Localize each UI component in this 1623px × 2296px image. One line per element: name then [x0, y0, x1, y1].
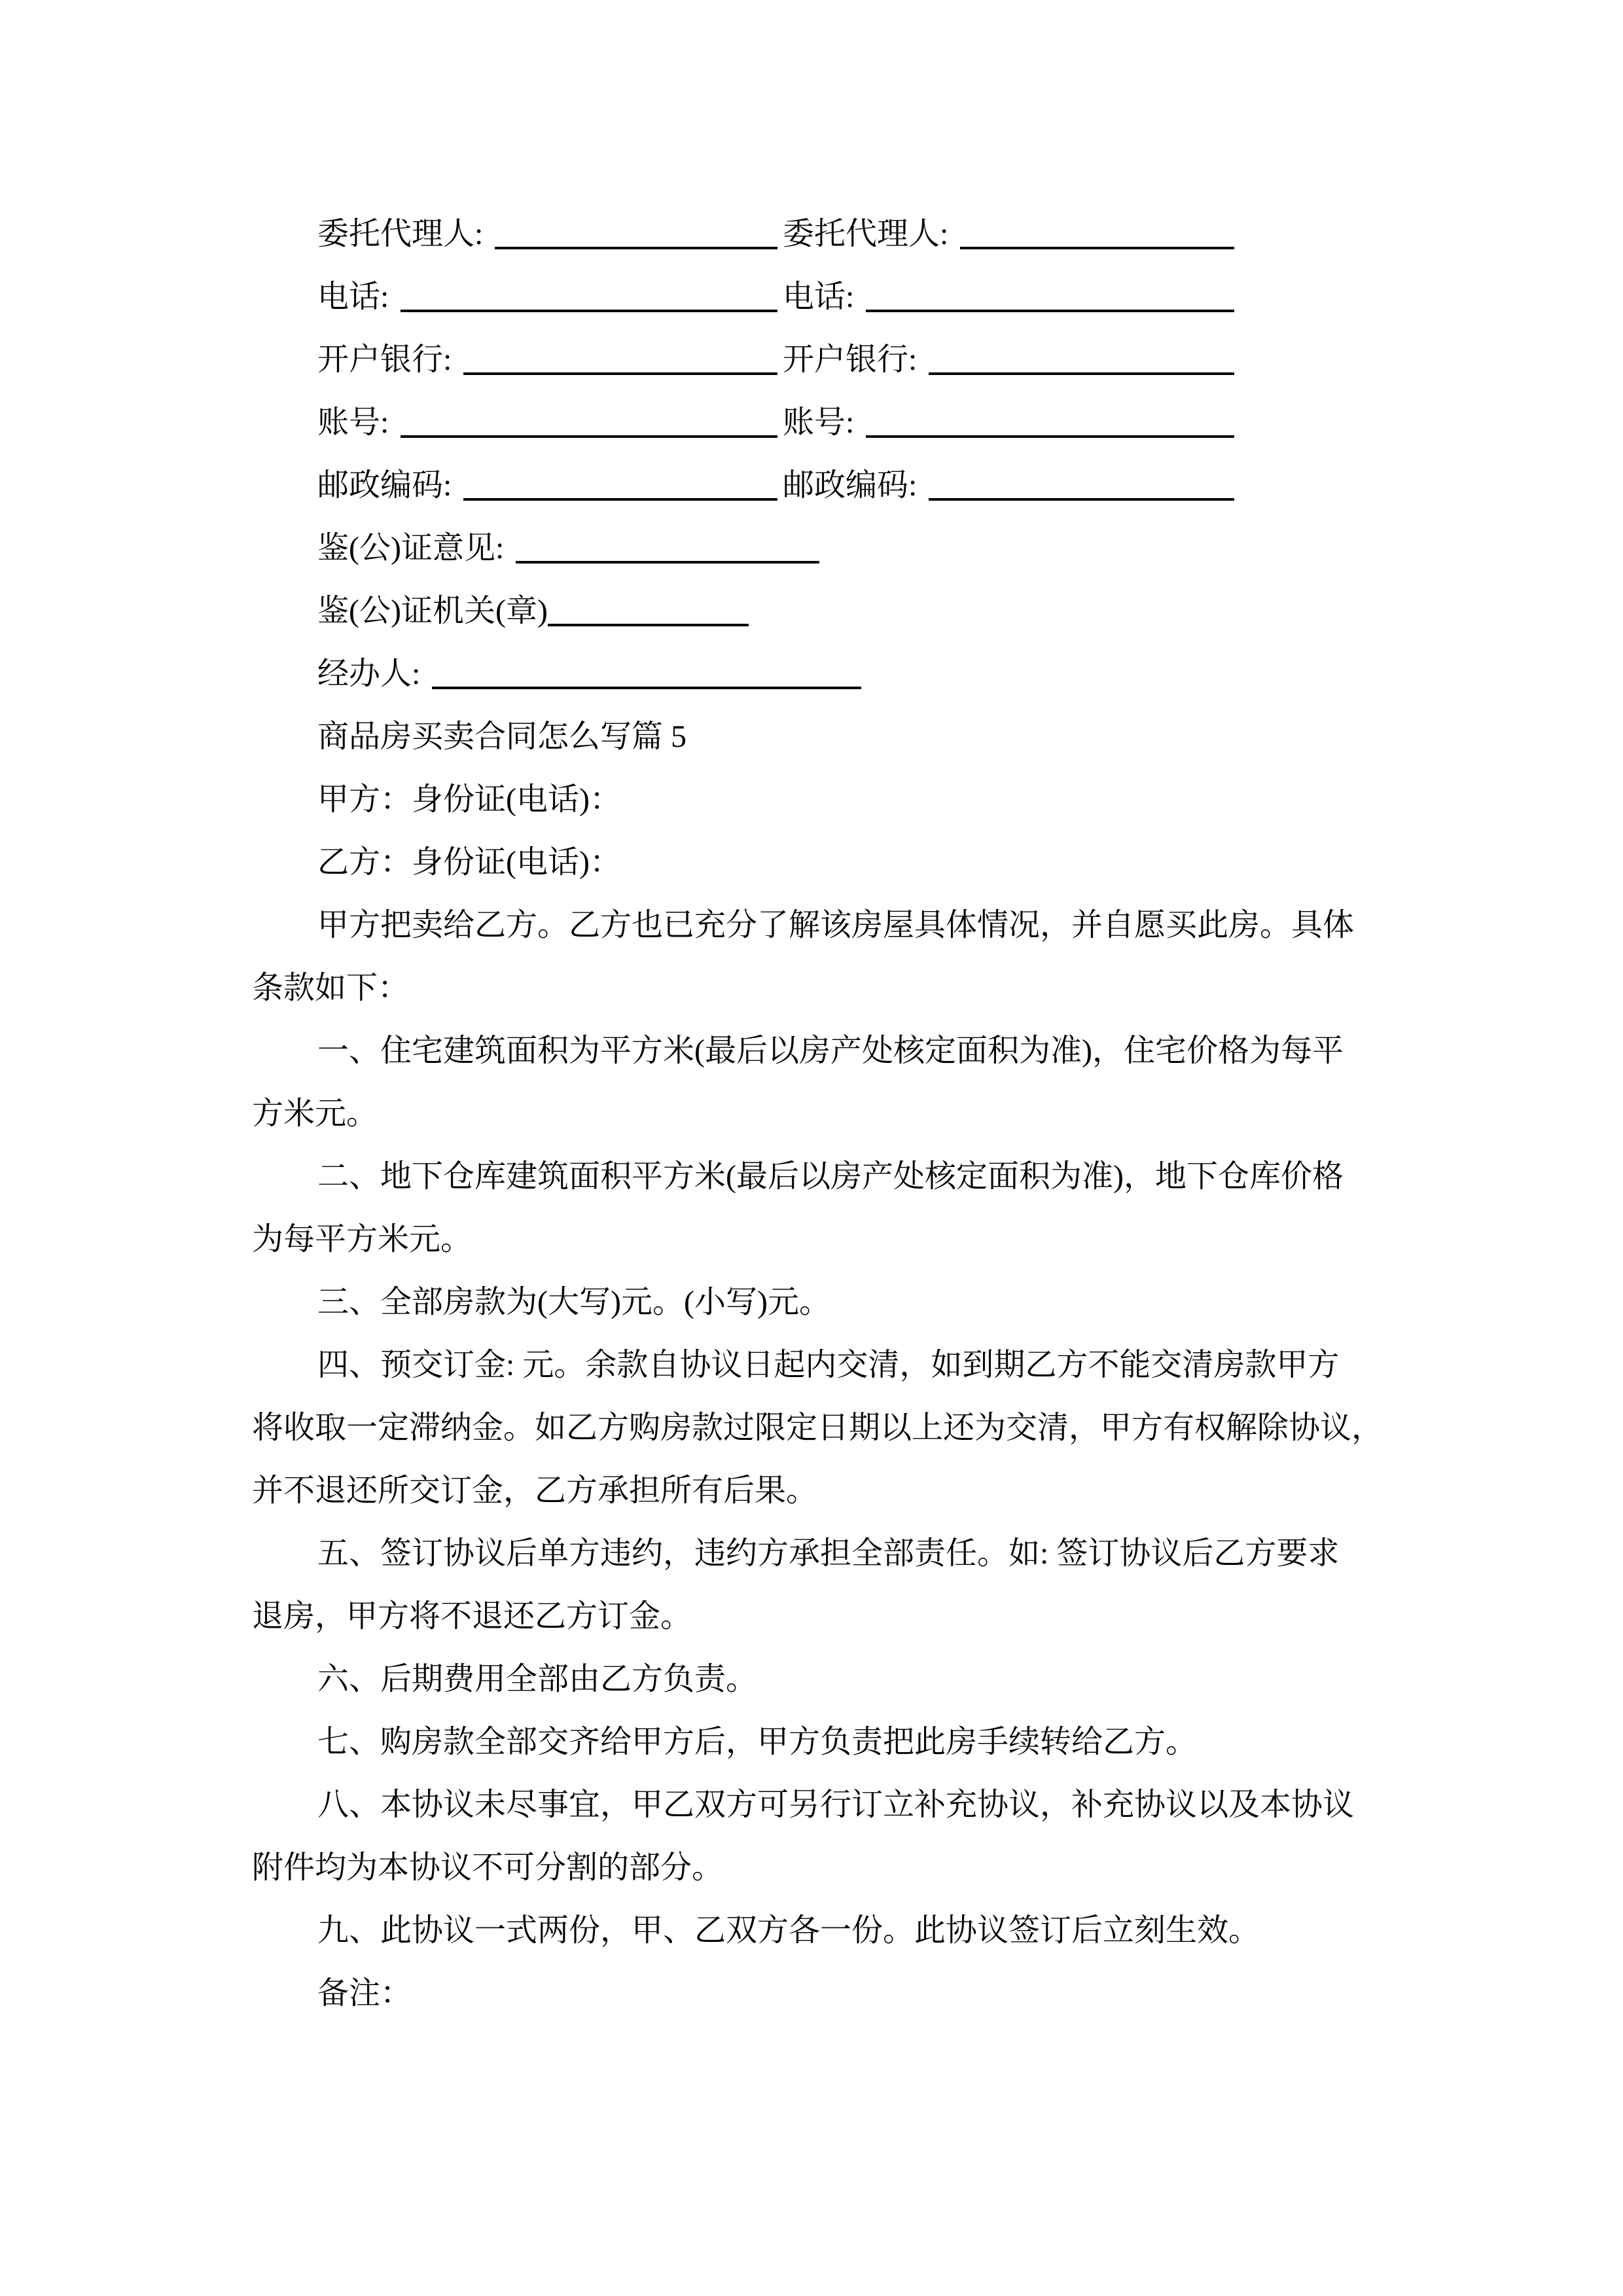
line-text: 条款如下： — [252, 971, 410, 1005]
blank-underline — [929, 454, 1234, 501]
text-line — [0, 1962, 1623, 2025]
text-line — [0, 1460, 1623, 1522]
blank-underline — [401, 266, 777, 312]
text-line — [0, 1837, 1623, 1899]
blank-underline — [495, 203, 777, 249]
text-line — [0, 1083, 1623, 1145]
blank-underline — [960, 203, 1234, 249]
form-row-single — [0, 517, 1623, 580]
form-field-right — [783, 391, 1234, 454]
text-line — [0, 1711, 1623, 1774]
form-field-right — [783, 329, 1234, 391]
form-row-two-col — [0, 266, 1623, 329]
text-line — [0, 1334, 1623, 1397]
blank-underline — [463, 454, 777, 501]
form-row-two-col — [0, 454, 1623, 517]
blank-underline — [463, 329, 777, 375]
line-text: 九、此协议一式两份，甲、乙双方各一份。此协议签订后立刻生效。 — [317, 1913, 1260, 1948]
line-text: 方米元。 — [252, 1096, 378, 1131]
blank-underline — [866, 266, 1234, 312]
field-label: 账号: — [317, 405, 389, 440]
form-field-right — [783, 203, 1234, 266]
text-line — [0, 1271, 1623, 1334]
form-field-left — [317, 454, 777, 517]
line-text: 一、住宅建筑面积为平方米(最后以房产处核定面积为准)，住宅价格为每平 — [317, 1033, 1344, 1068]
line-text: 四、预交订金: 元。余款自协议日起内交清，如到期乙方不能交清房款甲方 — [317, 1348, 1340, 1382]
form-field — [317, 517, 819, 580]
field-label: 邮政编码: — [783, 468, 918, 503]
form-field-left — [317, 203, 777, 266]
form-field-right — [783, 266, 1234, 329]
blank-underline — [401, 391, 777, 438]
text-line — [0, 1020, 1623, 1083]
field-label: 邮政编码: — [317, 468, 452, 503]
contract-body — [0, 203, 1623, 2025]
line-text: 二、地下仓库建筑面积平方米(最后以房产处核定面积为准)，地下仓库价格 — [317, 1159, 1344, 1194]
form-field-left — [317, 266, 777, 329]
text-line — [0, 1648, 1623, 1711]
form-row-single — [0, 580, 1623, 643]
line-text: 备注： — [317, 1976, 412, 2011]
blank-underline — [929, 329, 1234, 375]
text-line — [0, 1585, 1623, 1648]
form-field-left — [317, 391, 777, 454]
line-text: 六、后期费用全部由乙方负责。 — [317, 1662, 758, 1696]
blank-underline — [548, 580, 749, 626]
field-label: 委托代理人: — [317, 217, 484, 251]
field-label: 鉴(公)证机关(章) — [317, 594, 548, 628]
blank-underline — [432, 643, 861, 689]
line-text: 甲方：身份证(电话)： — [317, 782, 621, 817]
form-row-two-col — [0, 329, 1623, 391]
text-line — [0, 1397, 1623, 1460]
blank-underline — [866, 391, 1234, 438]
text-line — [0, 1145, 1623, 1208]
form-field-right — [783, 454, 1234, 517]
blank-underline — [516, 517, 819, 564]
form-field-left — [317, 329, 777, 391]
field-label: 开户银行: — [783, 342, 918, 377]
text-line — [0, 1522, 1623, 1585]
line-text: 为每平方米元。 — [252, 1222, 473, 1257]
text-line — [0, 1774, 1623, 1837]
text-line — [0, 706, 1623, 768]
text-line — [0, 957, 1623, 1020]
field-label: 鉴(公)证意见: — [317, 531, 505, 565]
field-label: 开户银行: — [317, 342, 452, 377]
field-label: 委托代理人: — [783, 217, 949, 251]
form-field — [317, 643, 861, 706]
form-row-two-col — [0, 391, 1623, 454]
text-line — [0, 768, 1623, 831]
text-line — [0, 1208, 1623, 1271]
line-text: 五、签订协议后单方违约，违约方承担全部责任。如: 签订协议后乙方要求 — [317, 1536, 1340, 1571]
line-text: 乙方：身份证(电话)： — [317, 845, 621, 880]
field-label: 经办人: — [317, 656, 421, 691]
text-line — [0, 1899, 1623, 1962]
form-row-single — [0, 643, 1623, 706]
field-label: 电话: — [783, 279, 855, 314]
line-text: 七、购房款全部交齐给甲方后，甲方负责把此房手续转给乙方。 — [317, 1725, 1198, 1759]
line-text: 退房，甲方将不退还乙方订金。 — [252, 1599, 692, 1634]
field-label: 账号: — [783, 405, 855, 440]
form-field — [317, 580, 749, 643]
line-text: 商品房买卖合同怎么写篇 5 — [317, 719, 687, 754]
text-line — [0, 894, 1623, 957]
line-text: 三、全部房款为(大写)元。(小写)元。 — [317, 1285, 830, 1319]
line-text: 将收取一定滞纳金。如乙方购房款过限定日期以上还为交清，甲方有权解除协议， — [252, 1410, 1383, 1445]
line-text: 八、本协议未尽事宜，甲乙双方可另行订立补充协议，补充协议以及本协议 — [317, 1787, 1355, 1822]
text-line — [0, 831, 1623, 894]
line-text: 附件均为本协议不可分割的部分。 — [252, 1850, 724, 1885]
line-text: 并不退还所交订金，乙方承担所有后果。 — [252, 1473, 818, 1508]
form-row-two-col — [0, 203, 1623, 266]
field-label: 电话: — [317, 279, 389, 314]
line-text: 甲方把卖给乙方。乙方也已充分了解该房屋具体情况，并自愿买此房。具体 — [317, 908, 1355, 942]
